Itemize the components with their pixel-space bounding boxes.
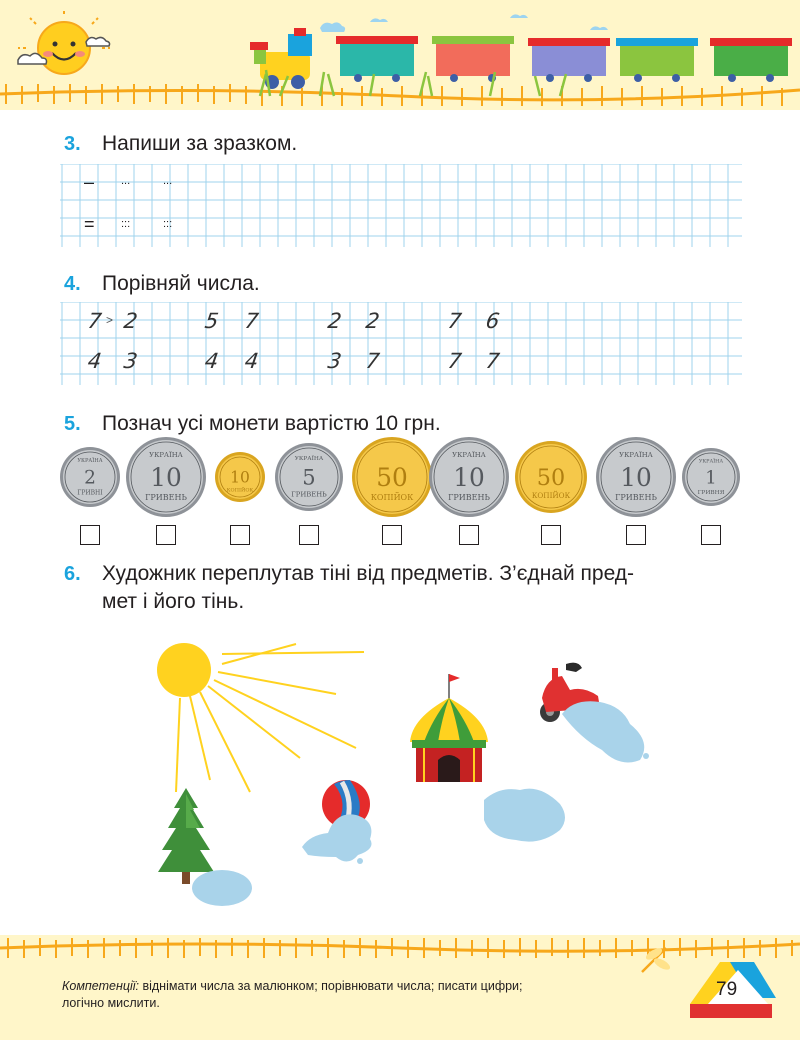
circus-tent-icon xyxy=(408,670,490,788)
coin-denomination: ГРИВНЯ xyxy=(697,489,725,496)
ball-shadow xyxy=(300,805,390,867)
coin-country: УКРАЇНА xyxy=(294,456,324,462)
writing-grid xyxy=(60,302,742,385)
coin-denomination: ГРИВЕНЬ xyxy=(145,493,187,503)
number: 7 xyxy=(446,349,464,373)
competencies-text: віднімати числа за малюнком; порівнювати числа; писати цифри; xyxy=(139,979,523,993)
task-number: 6. xyxy=(64,563,81,585)
coin xyxy=(594,435,678,519)
number: 2 xyxy=(326,309,344,333)
bottom-fence xyxy=(0,932,800,962)
competencies-label: Компетенції: xyxy=(62,979,139,993)
minus-sign: – xyxy=(84,172,95,192)
competencies-footnote xyxy=(62,978,622,1012)
coin-value: 50 xyxy=(536,464,566,491)
coin-checkbox[interactable] xyxy=(299,525,319,545)
number: 2 xyxy=(122,309,140,333)
tent-shadow xyxy=(480,780,572,848)
coin-checkbox[interactable] xyxy=(230,525,250,545)
dragonfly-icon xyxy=(636,942,676,978)
coin xyxy=(513,439,589,515)
number: 4 xyxy=(203,349,221,373)
dot-pattern: ::: xyxy=(163,218,173,230)
coin xyxy=(680,446,742,508)
coin-checkbox[interactable] xyxy=(382,525,402,545)
number: 3 xyxy=(326,349,344,373)
coin-denomination: ГРИВЕНЬ xyxy=(291,490,327,499)
coin-denomination: ГРИВНІ xyxy=(77,489,103,497)
coin-country: УКРАЇНА xyxy=(698,458,724,465)
coin xyxy=(427,435,511,519)
coin-value: 1 xyxy=(705,467,717,489)
task-number: 3. xyxy=(64,133,81,155)
coin-denomination: ГРИВЕНЬ xyxy=(448,493,490,503)
number: 4 xyxy=(86,349,104,373)
coin-denomination: ГРИВЕНЬ xyxy=(615,493,657,503)
coin-country: УКРАЇНА xyxy=(452,451,486,459)
coin xyxy=(124,435,208,519)
coin-value: 10 xyxy=(230,468,250,487)
task-instruction: Познач усі монети вартістю 10 грн. xyxy=(102,412,441,435)
coin-denomination: КОПІЙОК xyxy=(226,487,254,494)
number: 6 xyxy=(484,309,502,333)
coin-checkbox[interactable] xyxy=(156,525,176,545)
coin-country: УКРАЇНА xyxy=(149,451,183,459)
coin-checkbox[interactable] xyxy=(541,525,561,545)
dot-pattern: ... xyxy=(163,175,173,187)
task-instruction: Художник переплутав тіні від предметів. З’єднай пред- xyxy=(102,562,635,585)
coin-checkbox[interactable] xyxy=(701,525,721,545)
coin-denomination: КОПІЙОК xyxy=(370,493,414,503)
comparison-sign: > xyxy=(106,313,114,327)
sun-icon xyxy=(12,8,112,88)
grass-icon xyxy=(250,62,580,98)
dot-pattern: ... xyxy=(121,175,131,187)
task-number: 5. xyxy=(64,413,81,435)
coin-country: УКРАЇНА xyxy=(77,458,103,464)
number: 2 xyxy=(364,309,382,333)
coin-checkbox[interactable] xyxy=(626,525,646,545)
task-number: 4. xyxy=(64,273,81,295)
task-instruction-continued: мет і його тінь. xyxy=(102,590,245,613)
coin-value: 10 xyxy=(620,462,652,492)
coin xyxy=(350,435,434,519)
coin-value: 10 xyxy=(453,462,485,492)
tree-shadow xyxy=(190,868,254,910)
coin-value: 50 xyxy=(376,462,408,492)
equals-sign: = xyxy=(84,214,95,234)
number: 7 xyxy=(243,309,261,333)
coin xyxy=(273,441,345,513)
number: 7 xyxy=(484,349,502,373)
number: 3 xyxy=(122,349,140,373)
coin-value: 10 xyxy=(150,462,182,492)
coin-country: УКРАЇНА xyxy=(619,451,653,459)
competencies-text: логічно мислити. xyxy=(62,996,160,1010)
coin-value: 5 xyxy=(302,464,316,490)
coin xyxy=(213,450,267,504)
coin-value: 2 xyxy=(84,467,96,489)
task-instruction: Напиши за зразком. xyxy=(102,132,298,155)
dot-pattern: ::: xyxy=(121,218,131,230)
scooter-shadow xyxy=(560,694,660,770)
number: 7 xyxy=(446,309,464,333)
number: 5 xyxy=(203,309,221,333)
coin-checkbox[interactable] xyxy=(459,525,479,545)
number: 7 xyxy=(86,309,104,333)
number: 4 xyxy=(243,349,261,373)
coin-checkbox[interactable] xyxy=(80,525,100,545)
page-number: 79 xyxy=(716,979,738,1000)
number: 7 xyxy=(364,349,382,373)
task-instruction: Порівняй числа. xyxy=(102,272,260,295)
coin xyxy=(58,445,122,509)
coin-denomination: КОПІЙОК xyxy=(531,490,571,500)
